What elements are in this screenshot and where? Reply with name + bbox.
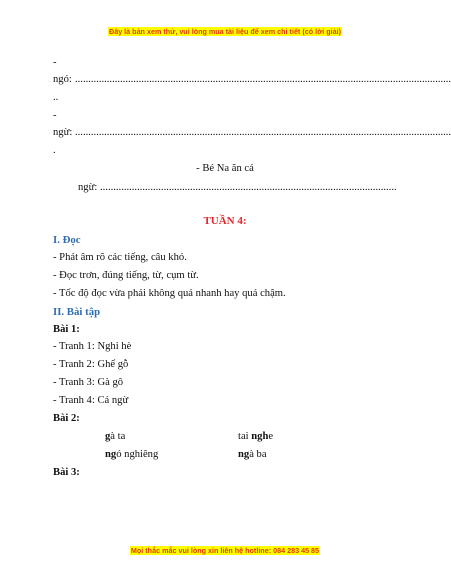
word-item — [105, 431, 125, 442]
list-item: - Tranh 1: Nghỉ hè — [53, 341, 132, 352]
word-rest: tai — [238, 431, 252, 442]
dash-line: - — [53, 57, 57, 68]
list-item: - Tốc độ đọc vừa phải không quá nhanh hay quá chậm. — [53, 288, 286, 299]
word-bold-part: ng — [105, 449, 117, 460]
fill-label-ngu: ngừ: — [53, 127, 73, 138]
list-item: - Tranh 4: Cá ngừ — [53, 395, 129, 406]
list-item: - Tranh 2: Ghế gỗ — [53, 359, 129, 370]
hotline-banner — [0, 546, 450, 555]
exercise-title-bai3: Bài 3: — [53, 467, 80, 478]
fill-dots-continuation: .. — [53, 92, 59, 103]
exercise-title-bai1: Bài 1: — [53, 324, 80, 335]
preview-banner — [0, 27, 450, 36]
exercises-heading: II. Bài tập — [53, 306, 101, 318]
fill-dots-ngo[interactable]: .............................................................................................................................................. — [75, 74, 451, 85]
word-item — [238, 449, 267, 460]
word-item — [238, 431, 273, 442]
reading-heading: I. Đọc — [53, 234, 81, 246]
list-item: - Tranh 3: Gà gô — [53, 377, 124, 388]
preview-banner-text: Đây là bản xem thử, vui lòng mua tài liệu để xem chi tiết (có lời giải) — [109, 27, 341, 36]
word-rest: ó nghiêng — [116, 449, 159, 460]
word-rest: à ta — [110, 431, 126, 442]
fill-dots-ngu-2[interactable]: ................................................................................................................ — [100, 182, 397, 193]
fill-label-ngu-2: ngừ: — [78, 182, 98, 193]
list-item: - Phát âm rõ các tiếng, câu khó. — [53, 252, 187, 263]
fill-dots-continuation: . — [53, 145, 56, 156]
word-rest: à ba — [249, 449, 267, 460]
word-rest: e — [268, 431, 274, 442]
hotline-banner-text: Mọi thắc mắc vui lòng xin liên hệ hotline: 084 283 45 85 — [130, 546, 320, 555]
week-title: TUẦN 4: — [203, 215, 247, 227]
fill-dots-ngu[interactable]: .............................................................................................................................................. — [75, 127, 451, 138]
exercise-title-bai2: Bài 2: — [53, 413, 80, 424]
list-item: - Đọc trơn, đúng tiếng, từ, cụm từ. — [53, 270, 199, 281]
word-bold-part: ngh — [251, 431, 269, 442]
word-bold-part: ng — [238, 449, 250, 460]
dash-line: - — [53, 110, 57, 121]
example-sentence: - Bé Na ăn cá — [196, 163, 254, 174]
word-item — [105, 449, 158, 460]
word-bold-part: g — [105, 431, 111, 442]
fill-label-ngo: ngó: — [53, 74, 72, 85]
